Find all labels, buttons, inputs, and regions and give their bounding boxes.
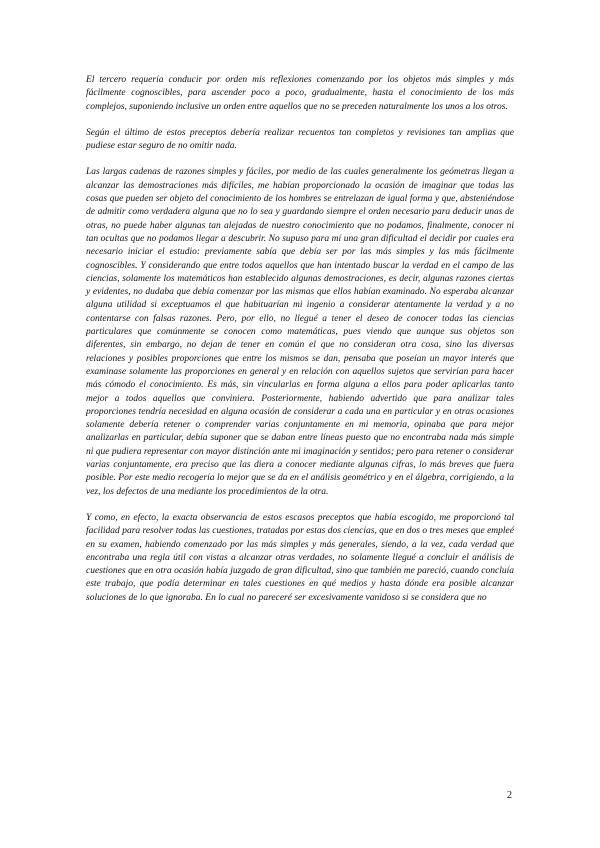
paragraph-4: Y como, en efecto, la exacta observancia de estos escasos preceptos que había escogido, me proporcionó tal facilidad para resolver todas las cuestiones, tratadas por estas dos ciencias, que en dos o tres meses que empleé en su examen, habiendo comenzado por las más simples y más generales, siendo, a la vez, cada verdad que encontraba una regla útil con vistas a alcanzar otras verdades, no solamente llegué a concluir el análisis de cuestiones que en otra ocasión había juzgado de gran dificultad, sino que también me pareció, cuando concluía este trabajo, que podía determinar en tales cuestiones en qué medios y hasta dónde era posible alcanzar soluciones de lo que ignoraba. En lo cual no pareceré ser excesivamente vanidoso si se considera que no bbox=[86, 512, 514, 603]
paragraph-2: Según el último de estos preceptos debería realizar recuentos tan completos y revisiones tan amplias que pudiese estar seguro de no omitir nada. bbox=[86, 127, 514, 152]
body-text bbox=[86, 74, 514, 618]
paragraph-3: Las largas cadenas de razones simples y fáciles, por medio de las cuales generalmente los geómetras llegan a alcanzar las demostraciones más difíciles, me habían proporcionado la ocasión de imaginar que todas las cosas que pueden ser objeto del conocimiento de los hombres se entrelazan de igual forma y que, absteniéndose de admitir como verdadera alguna que no lo sea y guardando siempre el orden necesario para deducir unas de otras, no puede haber algunas tan alejadas de nuestro conocimiento que no podamos, finalmente, conocer ni tan ocultas que no podamos llegar a descubrir. No supuso para mí una gran dificultad el decidir por cuales era necesario iniciar el estudio: previamente sabía que debía ser por las más simples y las más fácilmente cognoscibles. Y considerando que entre todos aquellos que han intentado buscar la verdad en el campo de las ciencias, solamente los matemáticos han establecido algunas demostraciones, es decir, algunas razones ciertas y evidentes, no dudaba que debía comenzar por las mismas que ellos habían examinado. No esperaba alcanzar alguna utilidad si exceptuamos el que habituarían mi ingenio a considerar atentamente la verdad y a no contentarse con falsas razones. Pero, por ello, no llegué a tener el deseo de conocer todas las ciencias particulares que comúnmente se conocen como matemáticas, pues viendo que aunque sus objetos son diferentes, sin embargo, no dejan de tener en común el que no consideran otra cosa, sino las diversas relaciones y posibles proporciones que entre los mismos se dan, pensaba que poseían un mayor interés que examinase solamente las proporciones en general y en relación con aquellos sujetos que servirían para hacer más cómodo el conocimiento. Es más, sin vincularlas en forma alguna a ellos para poder aplicarlas tanto mejor a todos aquellos que conviniera. Posteriormente, habiendo advertido que para analizar tales proporciones tendría necesidad en alguna ocasión de considerar a cada una en particular y en otras ocasiones solamente debería retener o comprender varias conjuntamente en mi memoria, opinaba que para mejor analizarlas en particular, debía suponer que se daban entre líneas puesto que no encontraba nada más simple ni que pudiera representar con mayor distinción ante mi imaginación y sentidos; pero para retener o considerar varias conjuntamente, era preciso que las diera a conocer mediante algunas cifras, lo más breves que fuera posible. Por este medio recogería lo mejor que se da en el análisis geométrico y en el álgebra, corrigiendo, a la vez, los defectos de una mediante los procedimientos de la otra. bbox=[86, 167, 514, 497]
page-number: 2 bbox=[507, 790, 512, 801]
paragraph-1: El tercero requería conducir por orden mis reflexiones comenzando por los objetos más simples y más fácilmente cognoscibles, para ascender poco a poco, gradualmente, hasta el conocimiento de los más complejos, suponiendo inclusive un orden entre aquellos que no se preceden naturalmente los unos a los otros. bbox=[86, 75, 514, 112]
